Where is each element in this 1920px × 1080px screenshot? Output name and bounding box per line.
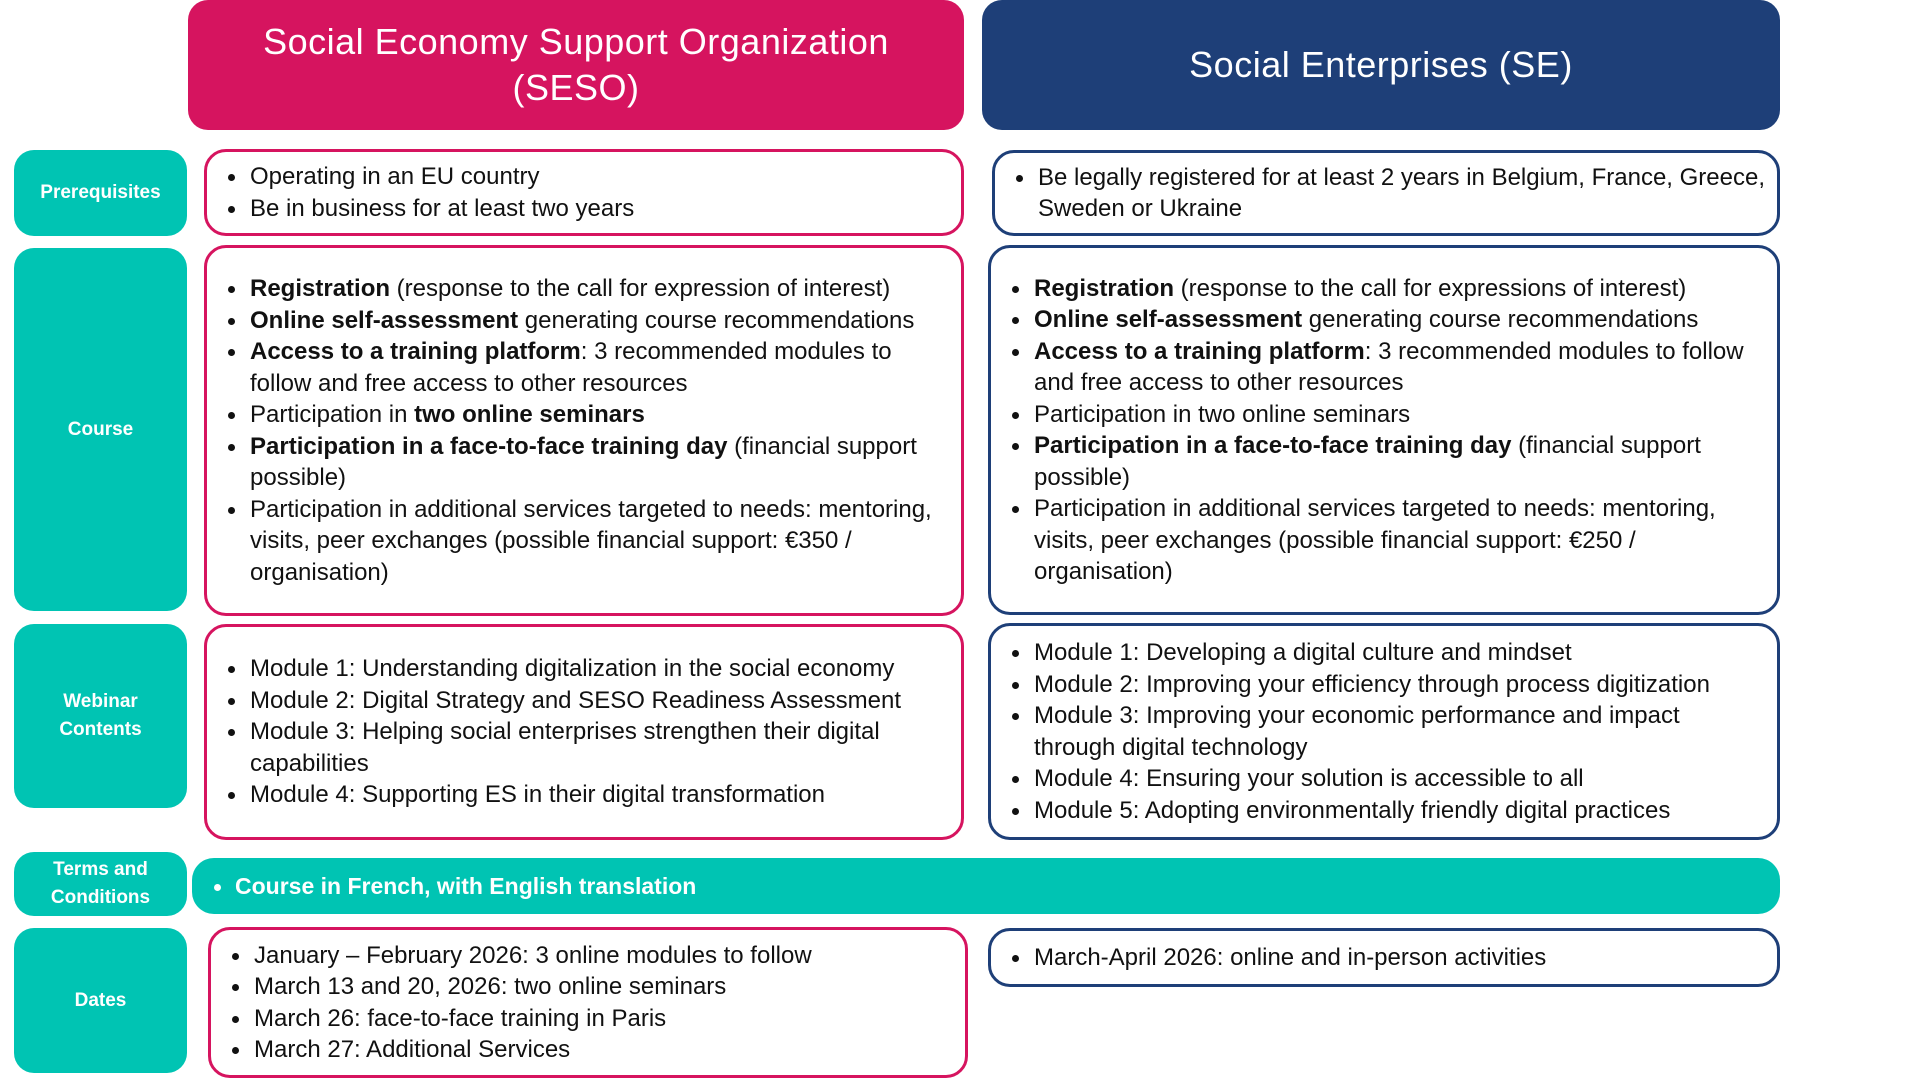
se-prerequisites-box	[992, 150, 1780, 236]
list-item: Module 3: Helping social enterprises strengthen their digital capabilities	[250, 716, 951, 779]
list-item: Online self-assessment generating course recommendations	[250, 305, 951, 337]
list-item: January – February 2026: 3 online modules to follow	[254, 940, 955, 972]
se-column-header	[982, 0, 1780, 130]
seso-prerequisites-list	[207, 161, 951, 224]
terms-item: Course in French, with English translation	[235, 872, 697, 899]
list-item: Module 1: Developing a digital culture and mindset	[1034, 637, 1767, 669]
list-item: Participation in additional services targeted to needs: mentoring, visits, peer exchanges (possible financial support: €250 / organisation)	[1034, 493, 1767, 588]
list-item: Participation in a face-to-face training day (financial support possible)	[1034, 430, 1767, 493]
seso-webinar-box	[204, 624, 964, 840]
list-item: Module 4: Ensuring your solution is accessible to all	[1034, 763, 1767, 795]
list-item: Participation in a face-to-face training day (financial support possible)	[250, 431, 951, 494]
list-item: Participation in additional services targeted to needs: mentoring, visits, peer exchanges (possible financial support: €350 / organisation)	[250, 494, 951, 589]
list-item: Registration (response to the call for expressions of interest)	[1034, 273, 1767, 305]
list-item: Be in business for at least two years	[250, 193, 951, 225]
terms-and-conditions-bar	[192, 858, 1780, 914]
list-item: Operating in an EU country	[250, 161, 951, 193]
list-item: March 26: face-to-face training in Paris	[254, 1003, 955, 1035]
list-item: Module 1: Understanding digitalization in the social economy	[250, 653, 951, 685]
seso-dates-box	[208, 927, 968, 1078]
list-item: Registration (response to the call for expression of interest)	[250, 273, 951, 305]
list-item: Module 5: Adopting environmentally friendly digital practices	[1034, 795, 1767, 827]
list-item: Module 2: Improving your efficiency through process digitization	[1034, 669, 1767, 701]
se-dates-box	[988, 928, 1780, 987]
seso-column-header	[188, 0, 964, 130]
se-course-list	[991, 273, 1767, 588]
se-webinar-box	[988, 623, 1780, 840]
list-item: Online self-assessment generating course recommendations	[1034, 304, 1767, 336]
list-item: March 13 and 20, 2026: two online seminars	[254, 971, 955, 1003]
seso-webinar-list	[207, 653, 951, 811]
seso-prerequisites-box	[204, 149, 964, 236]
list-item: Module 2: Digital Strategy and SESO Readiness Assessment	[250, 685, 951, 717]
list-item: Participation in two online seminars	[1034, 399, 1767, 431]
list-item: Module 4: Supporting ES in their digital transformation	[250, 779, 951, 811]
list-item: March-April 2026: online and in-person activities	[1034, 942, 1767, 974]
se-webinar-list	[991, 637, 1767, 826]
list-item: March 27: Additional Services	[254, 1034, 955, 1066]
list-item: Participation in two online seminars	[250, 399, 951, 431]
se-dates-list	[991, 942, 1767, 974]
se-course-box	[988, 245, 1780, 615]
row-label-terms-and-conditions: Terms and Conditions	[14, 852, 187, 916]
seso-dates-list	[211, 940, 955, 1066]
se-header-title: Social Enterprises (SE)	[1189, 44, 1573, 85]
list-item: Access to a training platform: 3 recommended modules to follow and free access to other resources	[250, 336, 951, 399]
list-item: Access to a training platform: 3 recommended modules to follow and free access to other resources	[1034, 336, 1767, 399]
row-label-webinar-contents: Webinar Contents	[14, 624, 187, 808]
seso-course-list	[207, 273, 951, 588]
row-label-course: Course	[14, 248, 187, 611]
seso-header-title: Social Economy Support Organization (SESO)	[263, 21, 889, 108]
list-item: Be legally registered for at least 2 years in Belgium, France, Greece, Sweden or Ukraine	[1038, 162, 1767, 225]
se-prerequisites-list	[995, 162, 1767, 225]
list-item: Module 3: Improving your economic performance and impact through digital technology	[1034, 700, 1767, 763]
row-label-prerequisites: Prerequisites	[14, 150, 187, 236]
row-label-dates: Dates	[14, 928, 187, 1073]
seso-course-box	[204, 245, 964, 616]
